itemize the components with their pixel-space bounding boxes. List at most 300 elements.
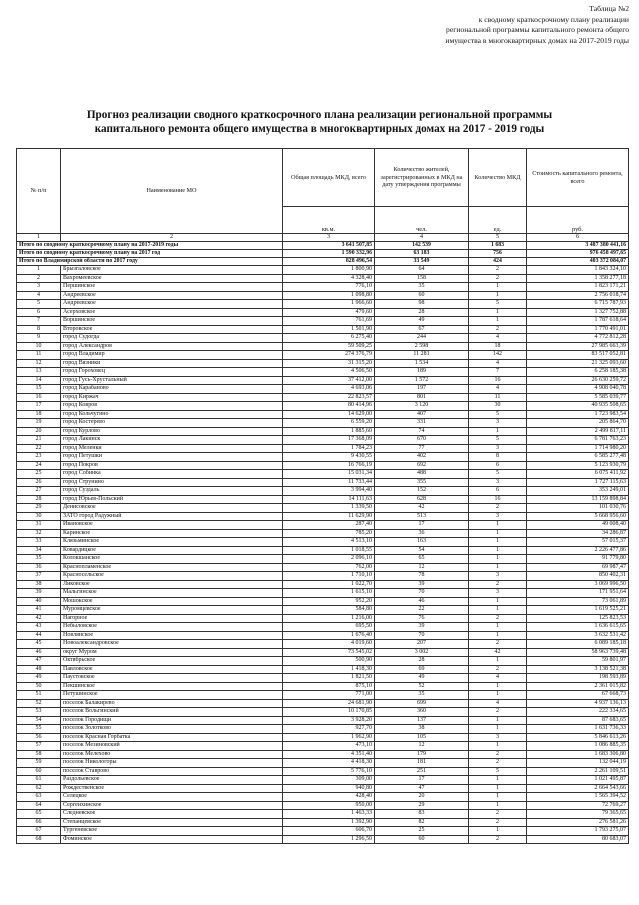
table-row [17,368,629,377]
mkd-count-cell: 2 [469,818,527,827]
row-number: 20 [17,427,61,436]
mkd-count-cell: 42 [469,648,527,657]
row-number: 46 [17,648,61,657]
table-row [17,682,629,691]
mkd-count-cell: 1 [469,793,527,802]
municipality-name: Селецкое [61,793,283,802]
row-number: 14 [17,376,61,385]
total-area-cell: 1 098,80 [283,291,375,300]
residents-cell: 70 [375,589,469,598]
table-row [17,793,629,802]
residents-cell: 488 [375,470,469,479]
repair-cost-cell: 3 069 996,50 [527,580,629,589]
municipality-name: Мальгинское [61,589,283,598]
municipality-name: поселок Городищи [61,716,283,725]
mkd-count-cell: 1 [469,529,527,538]
municipality-name: Раздольевское [61,776,283,785]
residents-cell: 76 [375,614,469,623]
total-area-cell: 1 018,55 [283,546,375,555]
total-label: Итого по сводному краткосрочному плану на 2017 год [17,250,283,258]
total-area-cell: 1 392,90 [283,818,375,827]
mkd-count-cell: 1 [469,546,527,555]
unit-residents: чел. [375,207,469,234]
row-number: 3 [17,283,61,292]
residents-cell: 152 [375,487,469,496]
total-area-cell: 31 315,20 [283,359,375,368]
total-area-cell: 4 418,30 [283,759,375,768]
row-number: 54 [17,716,61,725]
total-row [17,242,629,250]
total-area-cell: 1 821,50 [283,674,375,683]
row-number: 51 [17,691,61,700]
unit-area: кв.м. [283,207,375,234]
column-numbers-row [17,234,629,242]
mkd-count-cell: 5 [469,300,527,309]
mkd-count-cell: 6 [469,461,527,470]
total-area-cell: 1 296,50 [283,835,375,844]
table-row [17,759,629,768]
repair-cost-cell: 1 787 618,64 [527,317,629,326]
table-row [17,716,629,725]
header-residents: Количество жителей, зарегистрированных в МКД на дату утверждения программы [375,149,469,207]
table-row [17,810,629,819]
repair-cost-cell: 2 756 018,74 [527,291,629,300]
total-area-cell: 274 376,79 [283,351,375,360]
repair-cost-cell: 1 636 615,65 [527,623,629,632]
mkd-count-cell: 7 [469,368,527,377]
repair-cost-cell: 91 779,80 [527,555,629,564]
residents-cell: 69 [375,665,469,674]
residents-cell: 25 [375,827,469,836]
repair-cost-cell: 21 325 093,60 [527,359,629,368]
municipality-name: город Вязники [61,359,283,368]
repair-cost-cell: 3 632 531,42 [527,631,629,640]
municipality-name: Вахромеевское [61,274,283,283]
total-cost: 403 372 084,07 [527,258,629,266]
mkd-count-cell: 3 [469,589,527,598]
forecast-table-container [16,148,628,844]
mkd-count-cell: 1 [469,657,527,666]
repair-cost-cell: 80 683,07 [527,835,629,844]
municipality-name: Ковардицкое [61,546,283,555]
repair-cost-cell: 40 935 508,65 [527,402,629,411]
municipality-name: Клязьминское [61,538,283,547]
row-number: 58 [17,750,61,759]
mkd-count-cell: 5 [469,436,527,445]
municipality-name: поселок Золотково [61,725,283,734]
row-number: 23 [17,453,61,462]
header-area: Общая площадь МКД, всего [283,149,375,207]
table-row [17,529,629,538]
total-cost: 3 487 380 441,16 [527,242,629,250]
municipality-name: город Гороховец [61,368,283,377]
total-area-cell: 473,10 [283,742,375,751]
table-row [17,589,629,598]
repair-cost-cell: 5 585 039,77 [527,393,629,402]
table-row [17,427,629,436]
total-residents: 142 539 [375,242,469,250]
mkd-count-cell: 2 [469,665,527,674]
residents-cell: 12 [375,563,469,572]
residents-cell: 407 [375,410,469,419]
repair-cost-cell: 1 714 980,20 [527,444,629,453]
municipality-name: Мошокское [61,597,283,606]
row-number: 32 [17,529,61,538]
mkd-count-cell: 2 [469,708,527,717]
table-row [17,835,629,844]
residents-cell: 3 002 [375,648,469,657]
row-number: 12 [17,359,61,368]
row-number: 7 [17,317,61,326]
total-residents: 33 549 [375,258,469,266]
total-area-cell: 11 629,90 [283,512,375,521]
repair-cost-cell: 1 723 983,54 [527,410,629,419]
mkd-count-cell: 8 [469,453,527,462]
mkd-count-cell: 1 [469,801,527,810]
mkd-count-cell: 1 [469,308,527,317]
row-number: 44 [17,631,61,640]
repair-cost-cell: 2 261 109,51 [527,767,629,776]
table-row [17,351,629,360]
table-row [17,606,629,615]
header-row [17,149,629,207]
residents-cell: 39 [375,580,469,589]
total-area-cell: 3 928,20 [283,716,375,725]
residents-cell: 70 [375,631,469,640]
total-area-cell: 1 710,10 [283,572,375,581]
municipality-name: Воршинское [61,317,283,326]
colnum-4: 4 [375,234,469,242]
row-number: 13 [17,368,61,377]
residents-cell: 36 [375,529,469,538]
row-number: 22 [17,444,61,453]
table-row [17,572,629,581]
residents-cell: 67 [375,325,469,334]
repair-cost-cell: 6 258 185,38 [527,368,629,377]
repair-cost-cell: 49 008,40 [527,521,629,530]
note-line-1: Таблица №2 [589,4,629,13]
row-number: 45 [17,640,61,649]
row-number: 30 [17,512,61,521]
total-row [17,250,629,258]
row-number: 50 [17,682,61,691]
title-line-2: капитального ремонта общего имущества в многоквартирных домах на 2017 - 2019 годы [94,123,545,135]
table-row [17,334,629,343]
municipality-name: город Карабаново [61,385,283,394]
total-area-cell: 500,90 [283,657,375,666]
mkd-count-cell: 3 [469,419,527,428]
total-area-cell: 6 559,20 [283,419,375,428]
mkd-count-cell: 1 [469,538,527,547]
residents-cell: 17 [375,521,469,530]
row-number: 11 [17,351,61,360]
repair-cost-cell: 1 727 115,63 [527,478,629,487]
row-number: 49 [17,674,61,683]
table-row [17,410,629,419]
note-line-4: имущества в многоквартирных домах на 2017-2019 годы [445,35,629,45]
total-area-cell: 4 019,60 [283,640,375,649]
mkd-count-cell: 5 [469,470,527,479]
total-area-cell: 73 545,02 [283,648,375,657]
unit-mkd: ед. [469,207,527,234]
repair-cost-cell: 73 061,89 [527,597,629,606]
residents-cell: 46 [375,597,469,606]
residents-cell: 74 [375,427,469,436]
total-area-cell: 11 733,44 [283,478,375,487]
total-area-cell: 4 506,50 [283,368,375,377]
municipality-name: поселок Никологоры [61,759,283,768]
repair-cost-cell: 4 908 040,78 [527,385,629,394]
total-area-cell: 1 216,00 [283,614,375,623]
table-row [17,376,629,385]
municipality-name: Андреевское [61,291,283,300]
total-area: 828 496,54 [283,258,375,266]
mkd-count-cell: 3 [469,478,527,487]
repair-cost-cell: 1 565 394,52 [527,793,629,802]
repair-cost-cell: 125 823,53 [527,614,629,623]
municipality-name: Степанцевское [61,818,283,827]
residents-cell: 2 598 [375,342,469,351]
total-area-cell: 6 275,40 [283,334,375,343]
forecast-table [16,148,629,844]
residents-cell: 29 [375,801,469,810]
row-number: 4 [17,291,61,300]
mkd-count-cell: 16 [469,376,527,385]
total-label: Итого по сводному краткосрочному плану на 2017-2019 годы [17,242,283,250]
row-number: 24 [17,461,61,470]
municipality-name: город Меленки [61,444,283,453]
total-mkd: 424 [469,258,527,266]
repair-cost-cell: 1 021 495,87 [527,776,629,785]
total-area-cell: 771,00 [283,691,375,700]
table-row [17,291,629,300]
row-number: 59 [17,759,61,768]
table-row [17,640,629,649]
mkd-count-cell: 1 [469,682,527,691]
mkd-count-cell: 1 [469,521,527,530]
municipality-name: Павловское [61,665,283,674]
repair-cost-cell: 87 683,65 [527,716,629,725]
mkd-count-cell: 2 [469,504,527,513]
mkd-count-cell: 3 [469,444,527,453]
header-name: Наименование МО [61,149,283,234]
municipality-name: город Владимир [61,351,283,360]
table-row [17,767,629,776]
total-area-cell: 4 328,40 [283,274,375,283]
repair-cost-cell: 2 361 015,82 [527,682,629,691]
total-area-cell: 606,70 [283,827,375,836]
mkd-count-cell: 6 [469,487,527,496]
row-number: 38 [17,580,61,589]
municipality-name: город Ковров [61,402,283,411]
row-number: 56 [17,733,61,742]
total-area-cell: 1 966,60 [283,300,375,309]
total-area: 1 590 332,96 [283,250,375,258]
repair-cost-cell: 4 937 136,13 [527,699,629,708]
table-row [17,538,629,547]
total-area-cell: 17 368,09 [283,436,375,445]
residents-cell: 64 [375,266,469,275]
residents-cell: 105 [375,733,469,742]
repair-cost-cell: 2 499 817,11 [527,427,629,436]
total-area-cell: 80 414,96 [283,402,375,411]
municipality-name: город Судогда [61,334,283,343]
residents-cell: 699 [375,699,469,708]
table-row [17,274,629,283]
total-area-cell: 940,80 [283,784,375,793]
municipality-name: Андреевское [61,300,283,309]
table-row [17,784,629,793]
table-row [17,436,629,445]
row-number: 26 [17,478,61,487]
table-row [17,674,629,683]
colnum-5: 5 [469,234,527,242]
repair-cost-cell: 1 086 885,35 [527,742,629,751]
repair-cost-cell: 4 772 812,28 [527,334,629,343]
total-area-cell: 1 885,60 [283,427,375,436]
total-area-cell: 1 418,30 [283,665,375,674]
residents-cell: 189 [375,368,469,377]
residents-cell: 163 [375,538,469,547]
table-body [17,149,629,844]
total-area: 3 641 507,85 [283,242,375,250]
mkd-count-cell: 11 [469,393,527,402]
table-row [17,648,629,657]
residents-cell: 49 [375,674,469,683]
row-number: 17 [17,402,61,411]
row-number: 2 [17,274,61,283]
row-number: 16 [17,393,61,402]
municipality-name: Красносельское [61,572,283,581]
municipality-name: город Юрьев-Польский [61,495,283,504]
total-area-cell: 1 615,10 [283,589,375,598]
repair-cost-cell: 34 286,87 [527,529,629,538]
residents-cell: 35 [375,691,469,700]
total-area-cell: 1 962,90 [283,733,375,742]
total-mkd: 756 [469,250,527,258]
table-row [17,521,629,530]
residents-cell: 801 [375,393,469,402]
repair-cost-cell: 5 123 930,79 [527,461,629,470]
mkd-count-cell: 3 [469,512,527,521]
repair-cost-cell: 1 358 277,18 [527,274,629,283]
total-area-cell: 428,40 [283,793,375,802]
municipality-name: Паустовское [61,674,283,683]
mkd-count-cell: 3 [469,733,527,742]
repair-cost-cell: 353 249,01 [527,487,629,496]
total-area-cell: 4 693,06 [283,385,375,394]
repair-cost-cell: 276 581,26 [527,818,629,827]
total-area-cell: 952,20 [283,597,375,606]
residents-cell: 47 [375,784,469,793]
row-number: 48 [17,665,61,674]
table-row [17,750,629,759]
table-row [17,580,629,589]
municipality-name: Асерховское [61,308,283,317]
municipality-name: Новоалександровское [61,640,283,649]
table-row [17,342,629,351]
colnum-1: 1 [17,234,61,242]
mkd-count-cell: 1 [469,631,527,640]
table-row [17,461,629,470]
residents-cell: 360 [375,708,469,717]
row-number: 42 [17,614,61,623]
municipality-name: город Кольчугино [61,410,283,419]
header-mkd: Количество МКД [469,149,527,207]
table-row [17,419,629,428]
municipality-name: Пекшинское [61,682,283,691]
table-row [17,563,629,572]
residents-cell: 3 120 [375,402,469,411]
repair-cost-cell: 58 963 739,48 [527,648,629,657]
municipality-name: Ликовское [61,580,283,589]
total-area-cell: 761,69 [283,317,375,326]
total-area-cell: 875,10 [283,682,375,691]
repair-cost-cell: 79 365,65 [527,810,629,819]
mkd-count-cell: 1 [469,623,527,632]
mkd-count-cell: 2 [469,266,527,275]
total-area-cell: 10 170,85 [283,708,375,717]
note-line-3: региональной программы капитального ремонта общего [446,25,629,35]
table-row [17,393,629,402]
mkd-count-cell: 1 [469,291,527,300]
row-number: 31 [17,521,61,530]
row-number: 21 [17,436,61,445]
total-row [17,258,629,266]
residents-cell: 331 [375,419,469,428]
repair-cost-cell: 1 823 171,21 [527,283,629,292]
row-number: 29 [17,504,61,513]
municipality-name: Ивановское [61,521,283,530]
residents-cell: 60 [375,291,469,300]
row-number: 65 [17,810,61,819]
row-number: 35 [17,555,61,564]
residents-cell: 158 [375,274,469,283]
repair-cost-cell: 198 593,89 [527,674,629,683]
total-area-cell: 479,60 [283,308,375,317]
mkd-count-cell: 1 [469,317,527,326]
residents-cell: 77 [375,444,469,453]
table-reference-note [445,4,629,46]
header-cost: Стоимость капитального ремонта, всего [527,149,629,207]
title-line-1: Прогноз реализации сводного краткосрочного плана реализации региональной программы [86,109,553,121]
row-number: 18 [17,410,61,419]
mkd-count-cell: 1 [469,597,527,606]
table-row [17,325,629,334]
table-row [17,317,629,326]
repair-cost-cell: 1 843 324,10 [527,266,629,275]
row-number: 55 [17,725,61,734]
repair-cost-cell: 6 715 787,93 [527,300,629,309]
residents-cell: 179 [375,750,469,759]
row-number: 39 [17,589,61,598]
total-label: Итого по Владимирской области по 2017 году [17,258,283,266]
residents-cell: 692 [375,461,469,470]
municipality-name: поселок Ставрово [61,767,283,776]
table-row [17,385,629,394]
repair-cost-cell: 59 801,97 [527,657,629,666]
repair-cost-cell: 26 630 259,72 [527,376,629,385]
residents-cell: 60 [375,835,469,844]
repair-cost-cell: 13 159 898,84 [527,495,629,504]
total-area-cell: 22 823,57 [283,393,375,402]
total-mkd: 1 683 [469,242,527,250]
repair-cost-cell: 850 402,31 [527,572,629,581]
residents-cell: 52 [375,682,469,691]
repair-cost-cell: 222 334,65 [527,708,629,717]
table-row [17,546,629,555]
table-row [17,657,629,666]
